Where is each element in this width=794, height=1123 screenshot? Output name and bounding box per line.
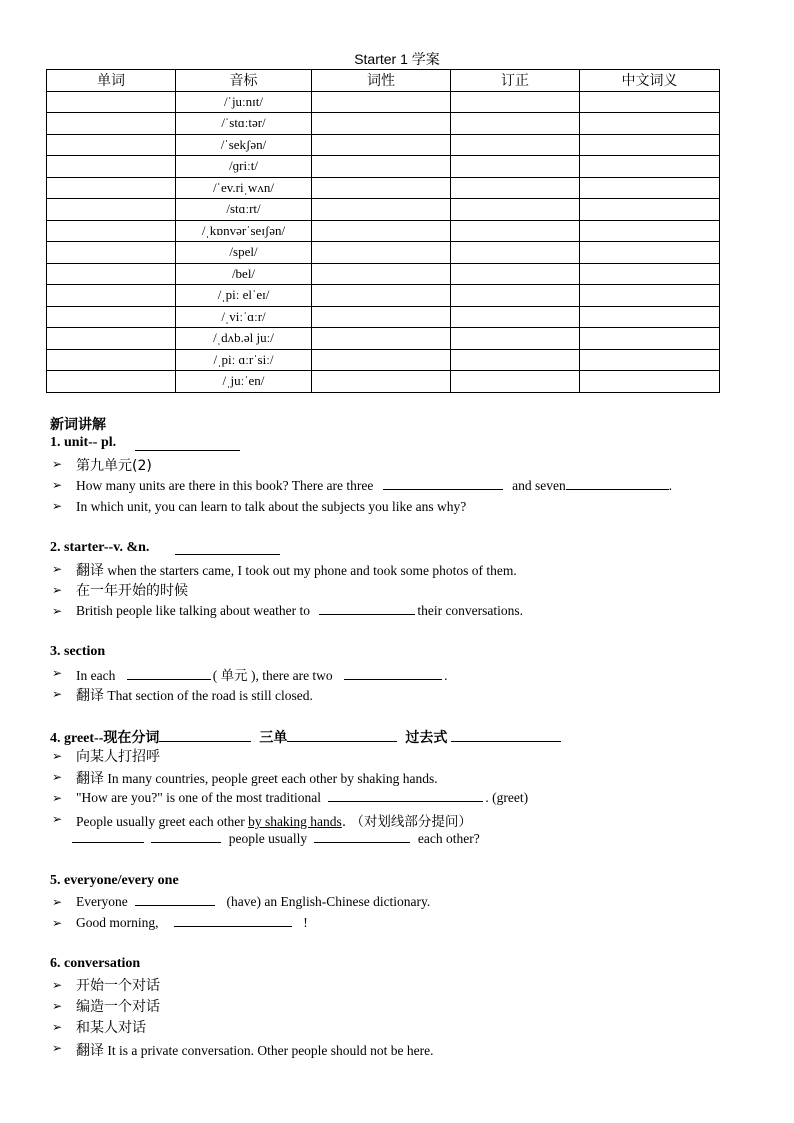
item-4-b3-text: "How are you?" is one of the most traditional — [76, 790, 321, 805]
bullet-icon: ➢ — [52, 499, 63, 513]
pos-cell[interactable] — [312, 349, 451, 371]
table-row — [47, 134, 720, 156]
phonetic-cell: /ɡriːt/ — [176, 156, 312, 178]
bullet-icon: ➢ — [52, 1020, 63, 1034]
underlined-phrase: by shaking hands — [248, 814, 342, 829]
answer-blank[interactable] — [328, 791, 483, 802]
correction-cell[interactable] — [451, 177, 580, 199]
item-2-heading: 2. starter--v. &n. — [50, 540, 150, 555]
correction-cell[interactable] — [451, 306, 580, 328]
phonetic-cell: /ˈstɑːtər/ — [176, 113, 312, 135]
item-2-b3-text: British people like talking about weather to — [76, 603, 310, 618]
item-4-b2-text: In many countries, people greet each other by shaking hands. — [104, 771, 438, 786]
item-4-b3-text-2: . (greet) — [485, 790, 529, 805]
answer-blank[interactable] — [287, 731, 397, 742]
bullet-icon: ➢ — [52, 791, 63, 805]
item-3-b2-text: That section of the road is still closed. — [104, 688, 313, 703]
correction-cell[interactable] — [451, 199, 580, 221]
answer-blank[interactable] — [175, 554, 280, 555]
item-2-b3-text-2: their conversations. — [417, 603, 524, 618]
translate-label: 翻译 — [76, 1043, 104, 1059]
word-cell[interactable] — [47, 134, 176, 156]
answer-blank[interactable] — [159, 731, 251, 742]
item-5-heading: 5. everyone/every one — [50, 873, 179, 888]
answer-blank[interactable] — [451, 731, 561, 742]
item-1-bullet-1: 第九单元(2) — [76, 458, 152, 474]
bullet-icon: ➢ — [52, 978, 63, 992]
item-4-head-c: 过去式 — [405, 731, 448, 746]
phonetic-cell: /spel/ — [176, 242, 312, 264]
phonetic-cell: /stɑːrt/ — [176, 199, 312, 221]
answer-blank[interactable] — [127, 669, 211, 680]
item-5-b1-text: Everyone — [76, 894, 128, 909]
word-cell[interactable] — [47, 285, 176, 307]
translate-label: 翻译 — [76, 771, 104, 787]
correction-cell[interactable] — [451, 285, 580, 307]
item-1-b2-end: . — [668, 478, 673, 493]
table-row — [47, 328, 720, 350]
word-cell[interactable] — [47, 91, 176, 113]
pos-cell[interactable] — [312, 306, 451, 328]
pos-cell[interactable] — [312, 134, 451, 156]
phonetic-cell: /ˈjuːnɪt/ — [176, 91, 312, 113]
correction-cell[interactable] — [451, 156, 580, 178]
word-cell[interactable] — [47, 156, 176, 178]
word-cell[interactable] — [47, 242, 176, 264]
pos-cell[interactable] — [312, 371, 451, 393]
table-row — [47, 263, 720, 285]
pos-cell[interactable] — [312, 263, 451, 285]
item-1-b2-text: How many units are there in this book? There are three — [76, 478, 374, 493]
pos-cell[interactable] — [312, 177, 451, 199]
item-3-heading: 3. section — [50, 644, 106, 659]
item-1-bullet-3: In which unit, you can learn to talk about the subjects you like ans why? — [76, 499, 467, 514]
phonetic-cell: /ˌpiː ɑːrˈsiː/ — [176, 349, 312, 371]
table-row — [47, 113, 720, 135]
word-cell[interactable] — [47, 306, 176, 328]
meaning-cell[interactable] — [580, 134, 720, 156]
answer-blank[interactable] — [151, 832, 221, 843]
item-1-bullet-2 — [76, 478, 672, 494]
table-row — [47, 371, 720, 393]
table-row — [47, 285, 720, 307]
phonetic-cell: /ˈsekʃən/ — [176, 134, 312, 156]
meaning-cell[interactable] — [580, 328, 720, 350]
pos-cell[interactable] — [312, 220, 451, 242]
pos-cell[interactable] — [312, 285, 451, 307]
translate-label: 翻译 — [76, 563, 104, 579]
correction-cell[interactable] — [451, 91, 580, 113]
pos-cell[interactable] — [312, 91, 451, 113]
item-3-b1-end: . — [444, 668, 448, 683]
pos-cell[interactable] — [312, 156, 451, 178]
item-6-b4-text: It is a private conversation. Other people should not be here. — [104, 1043, 434, 1058]
header-meaning: 中文词义 — [580, 70, 720, 92]
item-5-b2-end: ! — [303, 915, 308, 930]
bullet-icon: ➢ — [52, 583, 63, 597]
bullet-icon: ➢ — [52, 916, 63, 930]
item-6-bullet-4 — [76, 1040, 434, 1060]
meaning-cell[interactable] — [580, 113, 720, 135]
meaning-cell[interactable] — [580, 371, 720, 393]
phonetic-cell: /bel/ — [176, 263, 312, 285]
item-4-head-a: 4. greet--现在分词 — [50, 731, 160, 746]
answer-blank[interactable] — [135, 450, 240, 451]
pos-cell[interactable] — [312, 113, 451, 135]
item-6-heading: 6. conversation — [50, 956, 141, 971]
vocab-table — [46, 69, 720, 393]
item-2-bullet-1 — [76, 560, 517, 580]
bullet-icon: ➢ — [52, 478, 63, 492]
answer-blank[interactable] — [174, 916, 292, 927]
table-row — [47, 177, 720, 199]
meaning-cell[interactable] — [580, 91, 720, 113]
item-6-bullet-3: 和某人对话 — [76, 1020, 146, 1036]
answer-blank[interactable] — [344, 669, 442, 680]
correction-cell[interactable] — [451, 349, 580, 371]
correction-cell[interactable] — [451, 113, 580, 135]
meaning-cell[interactable] — [580, 349, 720, 371]
table-row — [47, 91, 720, 113]
bullet-icon: ➢ — [52, 604, 63, 618]
correction-cell[interactable] — [451, 328, 580, 350]
meaning-cell[interactable] — [580, 306, 720, 328]
bullet-icon: ➢ — [52, 666, 63, 680]
word-cell[interactable] — [47, 113, 176, 135]
table-row — [47, 242, 720, 264]
meaning-cell[interactable] — [580, 263, 720, 285]
item-2-b1-text: when the starters came, I took out my phone and took some photos of them. — [104, 563, 517, 578]
table-row — [47, 156, 720, 178]
table-row — [47, 349, 720, 371]
header-word: 单词 — [47, 70, 176, 92]
section-title: 新词讲解 — [50, 418, 106, 433]
phonetic-cell: /ˌpiː elˈeɪ/ — [176, 285, 312, 307]
meaning-cell[interactable] — [580, 199, 720, 221]
phonetic-cell: /ˈev.riˌwʌn/ — [176, 177, 312, 199]
answer-blank[interactable] — [319, 604, 415, 615]
item-1-b2-text-2: and seven — [512, 478, 566, 493]
item-4-heading — [50, 727, 561, 747]
item-3-b1-text-2: ( 单元 ), there are two — [212, 668, 333, 683]
meaning-cell[interactable] — [580, 156, 720, 178]
translate-label: 翻译 — [76, 688, 104, 704]
bullet-icon: ➢ — [52, 770, 63, 784]
bullet-icon: ➢ — [52, 812, 63, 826]
meaning-cell[interactable] — [580, 242, 720, 264]
bullet-icon: ➢ — [52, 562, 63, 576]
word-cell[interactable] — [47, 263, 176, 285]
pos-cell[interactable] — [312, 199, 451, 221]
pos-cell[interactable] — [312, 242, 451, 264]
meaning-cell[interactable] — [580, 285, 720, 307]
word-cell[interactable] — [47, 371, 176, 393]
table-row — [47, 306, 720, 328]
header-pos: 词性 — [312, 70, 451, 92]
meaning-cell[interactable] — [580, 220, 720, 242]
item-3-bullet-1 — [76, 664, 447, 684]
phonetic-cell: /ˌdʌb.əl juː/ — [176, 328, 312, 350]
table-header-row — [47, 70, 720, 92]
item-2-bullet-3 — [76, 603, 523, 619]
page-title: Starter 1 学案 — [354, 51, 440, 67]
bullet-icon: ➢ — [52, 749, 63, 763]
item-4-b4-text-2: . （对划线部分提问） — [341, 814, 472, 830]
word-cell[interactable] — [47, 328, 176, 350]
item-4-b4-end: each other? — [417, 831, 480, 846]
word-cell[interactable] — [47, 177, 176, 199]
word-cell[interactable] — [47, 199, 176, 221]
item-3-b1-text: In each — [76, 668, 116, 683]
header-correction: 订正 — [451, 70, 580, 92]
item-6-bullet-1: 开始一个对话 — [76, 978, 160, 994]
item-5-b2-text: Good morning, — [76, 915, 159, 930]
item-5-bullet-2 — [76, 915, 308, 931]
phonetic-cell: /ˌjuːˈen/ — [176, 371, 312, 393]
answer-blank[interactable] — [72, 832, 144, 843]
item-6-bullet-2: 编造一个对话 — [76, 999, 160, 1015]
item-4-b4-text-3: people usually — [228, 831, 308, 846]
item-3-bullet-2 — [76, 685, 313, 705]
item-4-bullet-1: 向某人打招呼 — [76, 749, 160, 765]
table-row — [47, 220, 720, 242]
item-4-b4-text: People usually greet each other — [76, 814, 249, 829]
correction-cell[interactable] — [451, 263, 580, 285]
word-cell[interactable] — [47, 220, 176, 242]
item-4-bullet-4 — [76, 810, 472, 830]
bullet-icon: ➢ — [52, 457, 63, 471]
correction-cell[interactable] — [451, 220, 580, 242]
bullet-icon: ➢ — [52, 895, 63, 909]
word-cell[interactable] — [47, 349, 176, 371]
correction-cell[interactable] — [451, 371, 580, 393]
answer-blank[interactable] — [135, 895, 215, 906]
correction-cell[interactable] — [451, 242, 580, 264]
phonetic-cell: /ˌkɒnvərˈseɪʃən/ — [176, 220, 312, 242]
item-5-b1-text-2: (have) an English-Chinese dictionary. — [226, 894, 431, 909]
answer-blank[interactable] — [566, 479, 669, 490]
correction-cell[interactable] — [451, 134, 580, 156]
bullet-icon: ➢ — [52, 1041, 63, 1055]
answer-blank[interactable] — [314, 832, 410, 843]
phonetic-cell: /ˌviːˈɑːr/ — [176, 306, 312, 328]
bullet-icon: ➢ — [52, 687, 63, 701]
item-5-bullet-1 — [76, 894, 430, 910]
item-1-heading: 1. unit-- pl. — [50, 435, 117, 450]
answer-blank[interactable] — [383, 479, 503, 490]
header-phonetic: 音标 — [176, 70, 312, 92]
item-4-answer-line — [72, 831, 480, 847]
item-4-bullet-3 — [76, 790, 528, 806]
meaning-cell[interactable] — [580, 177, 720, 199]
item-2-bullet-2: 在一年开始的时候 — [76, 583, 188, 599]
pos-cell[interactable] — [312, 328, 451, 350]
table-row — [47, 199, 720, 221]
bullet-icon: ➢ — [52, 999, 63, 1013]
item-4-bullet-2 — [76, 768, 438, 788]
item-4-head-b: 三单 — [259, 731, 288, 746]
